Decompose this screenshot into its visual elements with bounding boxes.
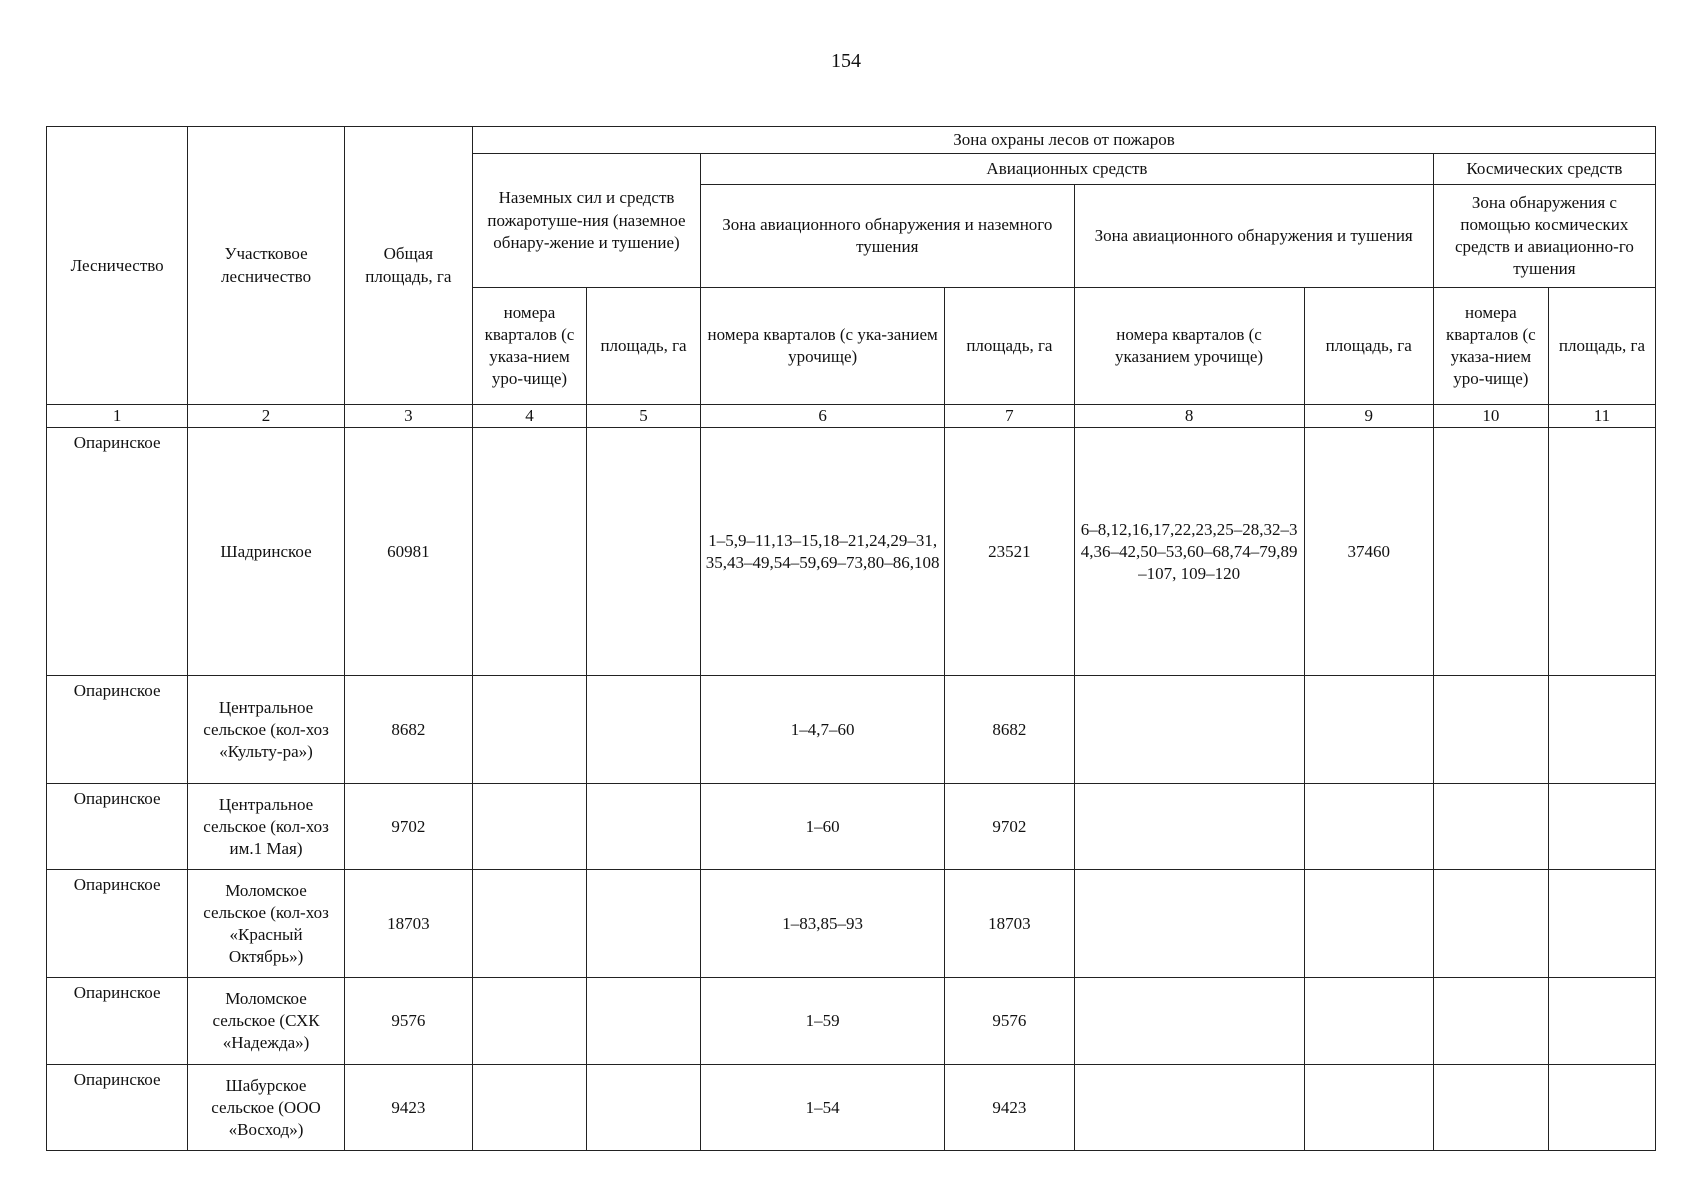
- table-row: [47, 676, 1656, 784]
- header-space: Космических средств: [1433, 154, 1655, 185]
- header-c5: площадь, га: [587, 288, 701, 405]
- header-c7: площадь, га: [945, 288, 1074, 405]
- cell-c6: 1–83,85–93: [701, 870, 945, 978]
- header-c8: номера кварталов (с указанием урочище): [1074, 288, 1304, 405]
- cell-c11: [1548, 978, 1655, 1065]
- cell-c5: [587, 676, 701, 784]
- cell-c5: [587, 870, 701, 978]
- cell-c11: [1548, 428, 1655, 676]
- cell-c11: [1548, 870, 1655, 978]
- cell-c10: [1433, 784, 1548, 870]
- cell-c7: 9702: [945, 784, 1074, 870]
- cell-c7: 8682: [945, 676, 1074, 784]
- header-c11: площадь, га: [1548, 288, 1655, 405]
- cell-forestry: Опаринское: [47, 870, 188, 978]
- cell-c9: [1304, 1065, 1433, 1151]
- cell-district: Центральное сельское (кол-хоз «Культу-ра»): [188, 676, 344, 784]
- cell-c9: 37460: [1304, 428, 1433, 676]
- cell-c5: [587, 428, 701, 676]
- cell-area: 9423: [344, 1065, 472, 1151]
- column-number: 2: [188, 405, 344, 428]
- cell-c8: [1074, 1065, 1304, 1151]
- table-row: [47, 1065, 1656, 1151]
- cell-c7: 9576: [945, 978, 1074, 1065]
- cell-district: Моломское сельское (кол-хоз «Красный Октябрь»): [188, 870, 344, 978]
- cell-c8: [1074, 870, 1304, 978]
- cell-district: Шабурское сельское (ООО «Восход»): [188, 1065, 344, 1151]
- column-number: 8: [1074, 405, 1304, 428]
- cell-c11: [1548, 676, 1655, 784]
- cell-forestry: Опаринское: [47, 676, 188, 784]
- cell-c5: [587, 1065, 701, 1151]
- header-c9: площадь, га: [1304, 288, 1433, 405]
- cell-c5: [587, 784, 701, 870]
- column-number: 11: [1548, 405, 1655, 428]
- cell-district: Шадринское: [188, 428, 344, 676]
- cell-c6: 1–54: [701, 1065, 945, 1151]
- column-number: 1: [47, 405, 188, 428]
- cell-c11: [1548, 1065, 1655, 1151]
- cell-area: 8682: [344, 676, 472, 784]
- table-row: [47, 428, 1656, 676]
- column-number: 5: [587, 405, 701, 428]
- column-number: 3: [344, 405, 472, 428]
- column-number: 9: [1304, 405, 1433, 428]
- table-header: [47, 127, 1656, 405]
- column-number: 6: [701, 405, 945, 428]
- cell-district: Центральное сельское (кол-хоз им.1 Мая): [188, 784, 344, 870]
- cell-district: Моломское сельское (СХК «Надежда»): [188, 978, 344, 1065]
- cell-area: 60981: [344, 428, 472, 676]
- cell-c10: [1433, 870, 1548, 978]
- cell-c10: [1433, 978, 1548, 1065]
- cell-c4: [472, 784, 586, 870]
- cell-c6: 1–59: [701, 978, 945, 1065]
- cell-c6: 1–4,7–60: [701, 676, 945, 784]
- cell-c8: [1074, 784, 1304, 870]
- cell-c9: [1304, 978, 1433, 1065]
- cell-c7: 23521: [945, 428, 1074, 676]
- column-number-row: [47, 405, 1656, 428]
- table-body: [47, 405, 1656, 1151]
- cell-c5: [587, 978, 701, 1065]
- cell-c10: [1433, 1065, 1548, 1151]
- table-row: [47, 784, 1656, 870]
- cell-c7: 9423: [945, 1065, 1074, 1151]
- cell-c8: 6–8,12,16,17,22,23,25–28,32–34,36–42,50–53,60–68,74–79,89–107, 109–120: [1074, 428, 1304, 676]
- header-fire-zone: Зона охраны лесов от пожаров: [472, 127, 1655, 154]
- column-number: 7: [945, 405, 1074, 428]
- cell-c9: [1304, 870, 1433, 978]
- header-total-area: Общая площадь, га: [344, 127, 472, 405]
- table-row: [47, 870, 1656, 978]
- fire-protection-table: [46, 126, 1656, 1151]
- header-district: Участковое лесничество: [188, 127, 344, 405]
- cell-area: 18703: [344, 870, 472, 978]
- cell-c6: 1–60: [701, 784, 945, 870]
- header-c10: номера кварталов (с указа-нием уро-чище): [1433, 288, 1548, 405]
- cell-c4: [472, 978, 586, 1065]
- cell-area: 9702: [344, 784, 472, 870]
- cell-forestry: Опаринское: [47, 978, 188, 1065]
- cell-c9: [1304, 784, 1433, 870]
- cell-c7: 18703: [945, 870, 1074, 978]
- cell-c4: [472, 870, 586, 978]
- header-c6: номера кварталов (с ука-занием урочище): [701, 288, 945, 405]
- cell-c6: 1–5,9–11,13–15,18–21,24,29–31,35,43–49,54–59,69–73,80–86,108: [701, 428, 945, 676]
- cell-c8: [1074, 978, 1304, 1065]
- header-aviation: Авиационных средств: [701, 154, 1434, 185]
- cell-c8: [1074, 676, 1304, 784]
- cell-c9: [1304, 676, 1433, 784]
- header-space-zone: Зона обнаружения с помощью космических средств и авиационно-го тушения: [1433, 185, 1655, 288]
- column-number: 10: [1433, 405, 1548, 428]
- cell-forestry: Опаринское: [47, 1065, 188, 1151]
- cell-c10: [1433, 676, 1548, 784]
- header-aviation-full: Зона авиационного обнаружения и тушения: [1074, 185, 1433, 288]
- cell-c10: [1433, 428, 1548, 676]
- column-number: 4: [472, 405, 586, 428]
- cell-area: 9576: [344, 978, 472, 1065]
- cell-forestry: Опаринское: [47, 784, 188, 870]
- cell-forestry: Опаринское: [47, 428, 188, 676]
- cell-c11: [1548, 784, 1655, 870]
- header-aviation-ground: Зона авиационного обнаружения и наземного тушения: [701, 185, 1074, 288]
- header-forestry: Лесничество: [47, 127, 188, 405]
- page-number: 154: [831, 50, 861, 72]
- header-c4: номера кварталов (с указа-нием уро-чище): [472, 288, 586, 405]
- header-ground-forces: Наземных сил и средств пожаротуше-ния (наземное обнару-жение и тушение): [472, 154, 700, 288]
- table-row: [47, 978, 1656, 1065]
- cell-c4: [472, 1065, 586, 1151]
- cell-c4: [472, 428, 586, 676]
- cell-c4: [472, 676, 586, 784]
